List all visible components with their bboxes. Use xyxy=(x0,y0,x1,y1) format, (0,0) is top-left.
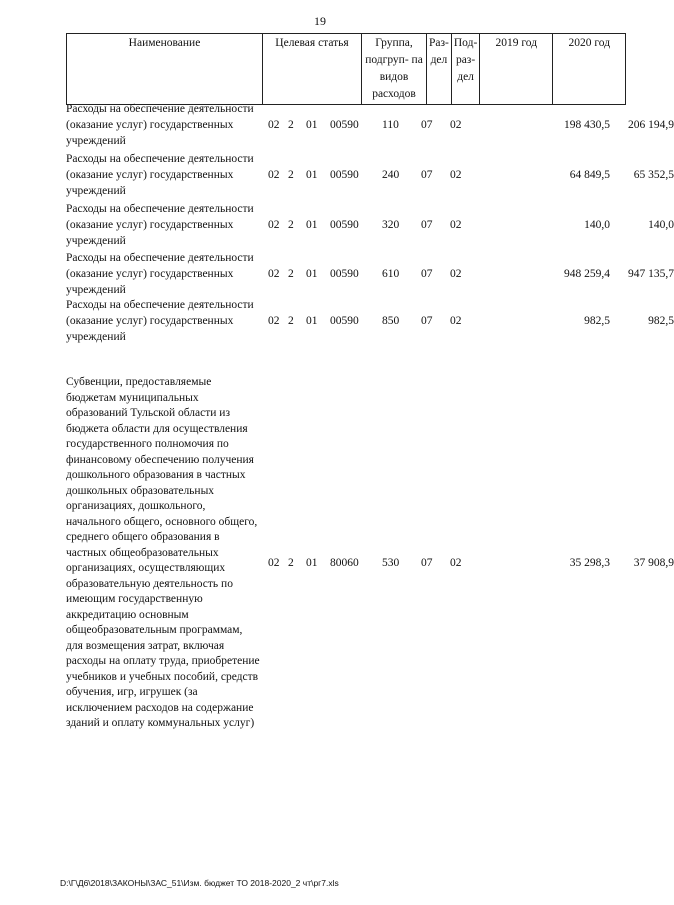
header-target: Целевая статья xyxy=(263,34,362,105)
target-part-3: 01 xyxy=(306,219,318,231)
file-path-footer: D:\Г\Д6\2018\ЗАКОНЫ\ЗАС_51\Изм. бюджет ТО 2018-2020_2 чт\рг7.xls xyxy=(60,878,339,888)
target-part-4: 00590 xyxy=(330,169,359,181)
value-2020: 947 135,7 xyxy=(628,268,674,280)
target-part-3: 01 xyxy=(306,315,318,327)
value-2019: 35 298,3 xyxy=(569,557,610,569)
section-cell: 07 xyxy=(421,268,433,280)
group-cell: 530 xyxy=(382,557,400,569)
value-2020: 982,5 xyxy=(648,315,674,327)
section-cell: 07 xyxy=(421,169,433,181)
value-2020: 37 908,9 xyxy=(633,557,674,569)
target-part-4: 00590 xyxy=(330,219,359,231)
subsection-cell: 02 xyxy=(450,219,462,231)
target-part-4: 00590 xyxy=(330,119,359,131)
header-subsection: Под- раз- дел xyxy=(451,34,479,105)
target-part-1: 02 xyxy=(268,219,280,231)
row-name: Расходы на обеспечение деятельности (оказание услуг) государственных учреждений xyxy=(66,153,254,197)
section-cell: 07 xyxy=(421,315,433,327)
section-cell: 07 xyxy=(421,119,433,131)
subsection-cell: 02 xyxy=(450,268,462,280)
value-2019: 948 259,4 xyxy=(564,268,610,280)
target-part-1: 02 xyxy=(268,315,280,327)
value-2020: 206 194,9 xyxy=(628,119,674,131)
row-name: Расходы на обеспечение деятельности (оказание услуг) государственных учреждений xyxy=(66,252,254,296)
target-part-3: 01 xyxy=(306,169,318,181)
row-name: Субвенции, предоставляемые бюджетам муниципальных образований Тульской области из бюджета области для осуществления государственного полномочия по финансовому обеспечению получения дошкольного образования в частных дошкольных образовательных организациях, дошкольного, начального общего, основного общего, среднего общего образования в частных общеобразовательных организациях, осуществляющих образовательную деятельность по имеющим государственную аккредитацию основным общеобразовательным программам, для возмещения затрат, включая расходы на оплату труда, приобретение учебников и учебных пособий, средств обучения, игр, игрушек (за исключением расходов на содержание зданий и оплату коммунальных услуг) xyxy=(66,376,260,729)
page-number: 19 xyxy=(314,14,326,28)
target-part-1: 02 xyxy=(268,119,280,131)
target-part-2: 2 xyxy=(288,219,294,231)
target-part-4: 00590 xyxy=(330,315,359,327)
target-part-2: 2 xyxy=(288,119,294,131)
group-cell: 850 xyxy=(382,315,400,327)
header-section: Раз- дел xyxy=(427,34,452,105)
header-name: Наименование xyxy=(67,34,263,105)
row-name: Расходы на обеспечение деятельности (оказание услуг) государственных учреждений xyxy=(66,299,254,343)
target-part-3: 01 xyxy=(306,268,318,280)
value-2020: 140,0 xyxy=(648,219,674,231)
value-2020: 65 352,5 xyxy=(633,169,674,181)
target-part-1: 02 xyxy=(268,169,280,181)
group-cell: 240 xyxy=(382,169,400,181)
subsection-cell: 02 xyxy=(450,119,462,131)
value-2019: 140,0 xyxy=(584,219,610,231)
table-header xyxy=(66,33,626,105)
target-part-4: 00590 xyxy=(330,268,359,280)
header-2019: 2019 год xyxy=(480,34,553,105)
value-2019: 982,5 xyxy=(584,315,610,327)
header-2020: 2020 год xyxy=(553,34,626,105)
group-cell: 610 xyxy=(382,268,400,280)
target-part-2: 2 xyxy=(288,315,294,327)
section-cell: 07 xyxy=(421,557,433,569)
subsection-cell: 02 xyxy=(450,557,462,569)
value-2019: 64 849,5 xyxy=(569,169,610,181)
target-part-2: 2 xyxy=(288,268,294,280)
group-cell: 110 xyxy=(382,119,399,131)
row-name: Расходы на обеспечение деятельности (оказание услуг) государственных учреждений xyxy=(66,103,254,147)
value-2019: 198 430,5 xyxy=(564,119,610,131)
subsection-cell: 02 xyxy=(450,315,462,327)
section-cell: 07 xyxy=(421,219,433,231)
header-group: Группа, подгруп- па видов расходов xyxy=(362,34,427,105)
subsection-cell: 02 xyxy=(450,169,462,181)
target-part-4: 80060 xyxy=(330,557,359,569)
target-part-2: 2 xyxy=(288,169,294,181)
target-part-1: 02 xyxy=(268,268,280,280)
target-part-3: 01 xyxy=(306,557,318,569)
row-name: Расходы на обеспечение деятельности (оказание услуг) государственных учреждений xyxy=(66,203,254,247)
target-part-2: 2 xyxy=(288,557,294,569)
target-part-1: 02 xyxy=(268,557,280,569)
target-part-3: 01 xyxy=(306,119,318,131)
group-cell: 320 xyxy=(382,219,400,231)
